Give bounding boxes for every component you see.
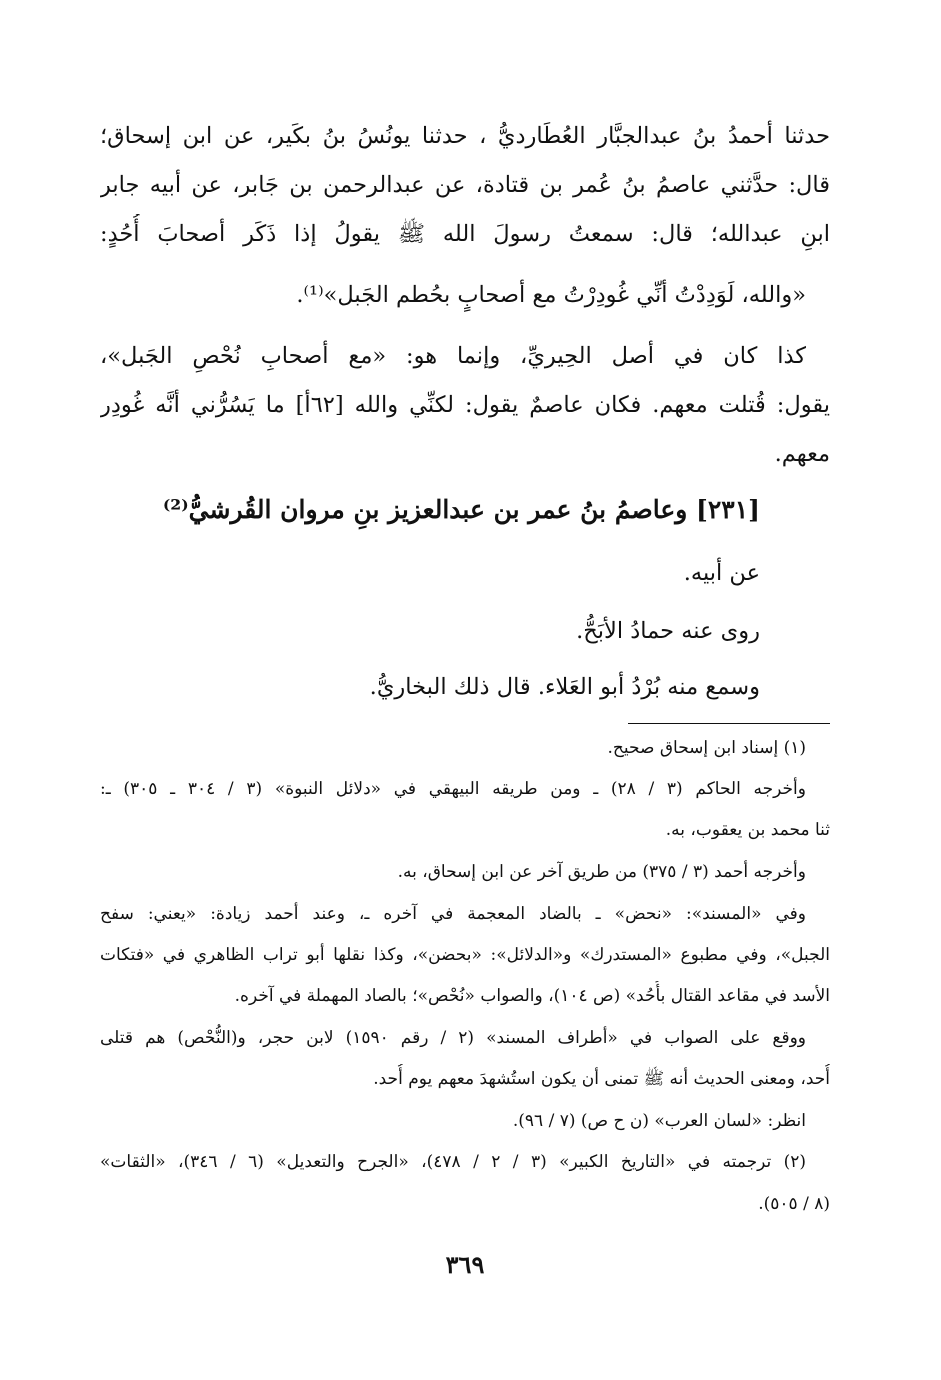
footnote-line-4: وأخرجه أحمد (٣ / ٣٧٥) من طريق آخر عن ابن إسحاق، به. (397, 862, 806, 882)
footnote-line-9: أُحد، ومعنى الحديث أنه ﷺ تمنى أن يكون استُشهدَ معهم يوم أُحد. (373, 1069, 830, 1089)
footnote-line-6: الجبل»، وفي مطبوع «المستدرك» و«الدلائل»: «بحضن»، وكذا نقلها أبو تراب الظاهري في «فتكات (100, 945, 830, 965)
body-line-5: كذا كان في أصل الحِيريِّ، وإنما هو: «مع أصحابِ نُحْصِ الجَبل»، (100, 343, 806, 369)
footnote-line-2: وأخرجه الحاكم (٣ / ٢٨) ـ ومن طريقه البيهقي في «دلائل النبوة» (٣ / ٣٠٤ ـ ٣٠٥) ـ: (100, 779, 806, 799)
body-line-2: قال: حدَّثني عاصمُ بنُ عُمر بن قتادة، عن عبدالرحمن بن جَابر، عن أبيه جابر (100, 172, 830, 198)
entry-heading: [٢٣١] وعاصمُ بنُ عمر بن عبدالعزيز بنِ مروان القُرشيُّ⁽²⁾ (162, 495, 760, 524)
entry-line-2: روى عنه حمادُ الأبَحُّ. (576, 618, 760, 644)
footnote-line-8: ووقع على الصواب في «أطراف المسند» (٢ / رقم ١٥٩٠) لابن حجر، و(النُّحْص) هم قتلى (100, 1028, 806, 1048)
body-line-7: معهم. (774, 441, 830, 467)
footnote-separator (628, 723, 830, 724)
footnote-line-3: ثنا محمد بن يعقوب، به. (665, 820, 830, 840)
footnote-line-5: وفي «المسند»: «نحض» ـ بالضاد المعجمة في آخره ـ، وعند أحمد زيادة: «يعني: سفح (100, 904, 806, 924)
hadith-quote: «والله، لَوَدِدْتُ أنِّي غُودِرْتُ مع أصحابٍ بحُطم الجَبل»⁽¹⁾. (296, 282, 806, 308)
body-line-1: حدثنا أحمدُ بنُ عبدالجبَّار العُطَارديُّ ، حدثنا يونُسُ بنُ بكَير، عن ابن إسحاق؛ (100, 123, 830, 149)
footnote-line-12: (٨ / ٥٠٥). (758, 1194, 830, 1214)
entry-line-3: وسمع منه بُرْدُ أبو العَلاء. قال ذلك البخاريُّ. (369, 674, 760, 700)
body-line-6: يقول: قُتلت معهم. فكان عاصمٌ يقول: لكنِّي والله [٦٢أ] ما يَسُرُّني أنَّه غُودِر (100, 392, 830, 418)
footnote-line-11: (٢) ترجمته في «التاريخ الكبير» (٣ / ٢ / ٤٧٨)، «الجرح والتعديل» (٦ / ٣٤٦)، «الثقات» (100, 1152, 807, 1172)
entry-line-1: عن أبيه. (683, 560, 760, 586)
page-number: ٣٦٩ (445, 1250, 485, 1279)
footnote-line-7: الأسد في مقاعد القتال بأُحُد» (ص ١٠٤)، والصواب «نُحْص»؛ بالصاد المهملة في آخره. (234, 986, 830, 1006)
book-page (100, 0, 830, 1380)
footnote-line-10: انظر: «لسان العرب» (ن ح ص) (٧ / ٩٦). (512, 1111, 806, 1131)
footnote-line-1: (١) إسناد ابن إسحاق صحيح. (607, 738, 806, 758)
body-line-3: ابنِ عبدالله؛ قال: سمعتُ رسولَ الله ﷺ يقولُ إذا ذَكَر أصحابَ أُحُدٍ: (100, 221, 830, 247)
